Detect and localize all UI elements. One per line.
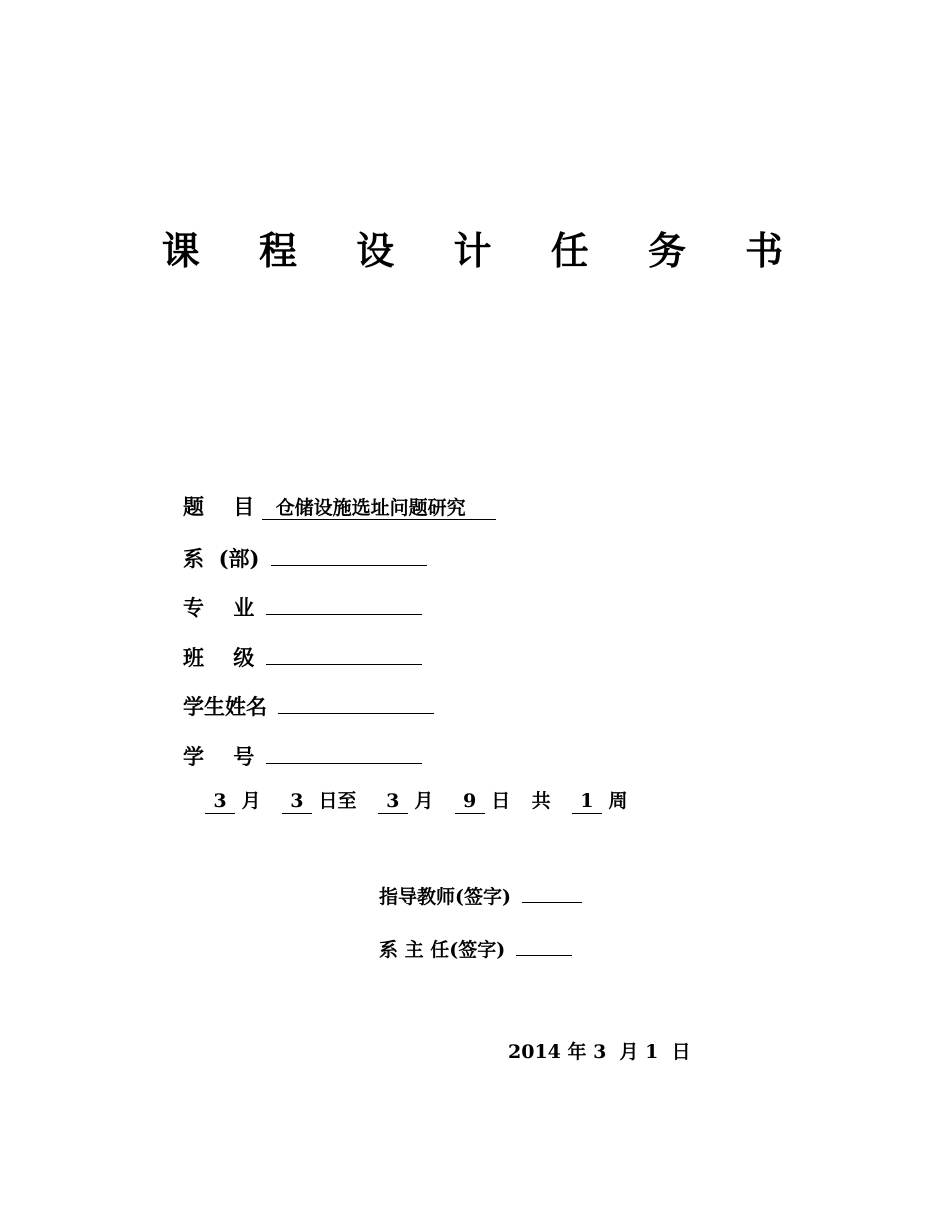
month-char-1: 月 xyxy=(241,790,261,812)
student-name-label: 学生姓名 xyxy=(183,694,267,719)
advisor-signature-row xyxy=(379,880,582,912)
class-blank[interactable] xyxy=(266,642,422,665)
major-row xyxy=(183,592,422,623)
week-char: 周 xyxy=(608,790,628,812)
schedule-line xyxy=(205,786,627,816)
dept-head-signature-row xyxy=(379,933,572,965)
department-blank[interactable] xyxy=(271,543,427,566)
weeks[interactable]: 1 xyxy=(572,789,602,814)
class-label: 班 级 xyxy=(183,645,255,670)
student-id-blank[interactable] xyxy=(266,741,422,764)
major-blank[interactable] xyxy=(266,592,422,615)
advisor-label: 指导教师(签字) xyxy=(379,886,511,908)
student-name-row xyxy=(183,691,434,722)
end-month[interactable]: 3 xyxy=(378,789,408,814)
major-label: 专 业 xyxy=(183,595,255,620)
topic-value[interactable]: 仓储设施选址问题研究 xyxy=(262,497,496,520)
day-char: 日 xyxy=(491,790,511,812)
dept-head-signature-blank[interactable] xyxy=(516,933,572,956)
student-id-label: 学 号 xyxy=(183,744,255,769)
class-row xyxy=(183,642,422,673)
topic-label: 题 目 xyxy=(183,494,255,519)
student-name-blank[interactable] xyxy=(278,691,434,714)
issue-date: 2014 年 3 月 1 日 xyxy=(508,1041,691,1063)
total-char: 共 xyxy=(531,790,551,812)
advisor-signature-blank[interactable] xyxy=(522,880,582,903)
start-month[interactable]: 3 xyxy=(205,789,235,814)
month-char-2: 月 xyxy=(414,790,434,812)
dept-head-label: 系 主 任(签字) xyxy=(379,939,506,961)
start-day[interactable]: 3 xyxy=(282,789,312,814)
student-id-row xyxy=(183,741,422,772)
end-day[interactable]: 9 xyxy=(455,789,485,814)
department-label: 系 (部) xyxy=(183,546,260,571)
department-row xyxy=(183,543,427,574)
document-title: 课 程 设 计 任 务 书 xyxy=(161,228,807,273)
day-to: 日至 xyxy=(318,790,357,812)
topic-row xyxy=(183,492,496,523)
